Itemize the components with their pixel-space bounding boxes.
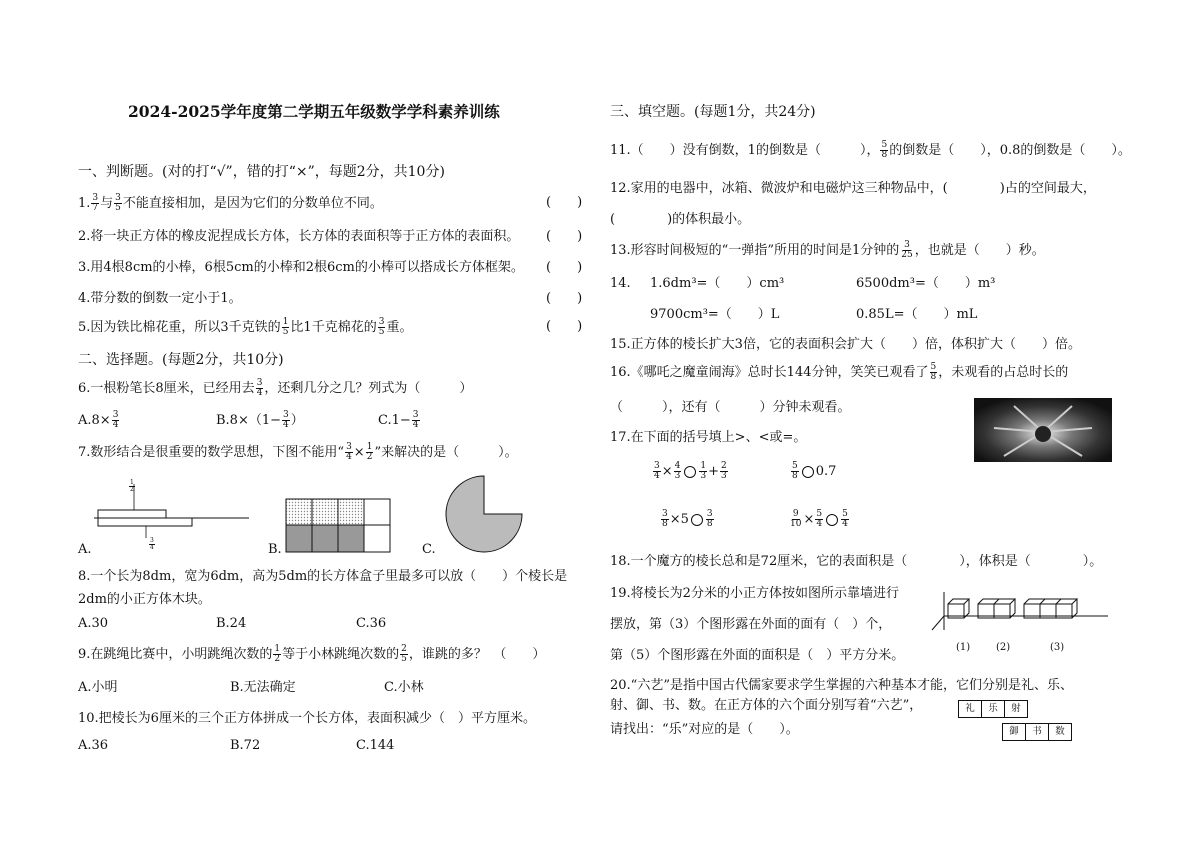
compare-circle[interactable] [802, 466, 814, 478]
question-8-line2: 2dm的小正方体木块。 [78, 592, 211, 607]
figure-7a-segment-diagram [94, 480, 254, 552]
option-10b[interactable]: B.72 [230, 738, 261, 753]
question-14d: 0.85L=（ ）mL [856, 307, 978, 322]
question-20-line1: 20.“六艺”是指中国古代儒家要求学生掌握的六种基本才能，它们分别是礼、乐、 [610, 678, 1073, 693]
figure-19-label-2: (2) [996, 642, 1011, 653]
figure-19-cubes [928, 590, 1110, 632]
question-6: 6.一根粉笔长8厘米，已经用去 $\frac{3}{4}$ ，还剩几分之几？列式为（ ） [78, 378, 473, 398]
question-19-line1: 19.将棱长为2分米的小正方体按如图所示靠墙进行 [610, 586, 899, 601]
compare-circle[interactable] [691, 514, 703, 526]
option-7c[interactable]: C. [422, 542, 436, 557]
question-19-line3: 第（5）个图形露在外面的面积是（ ）平方分米。 [610, 648, 905, 663]
net-face-2: 乐 [981, 700, 1005, 718]
question-15: 15.正方体的棱长扩大3倍，它的表面积会扩大（ ）倍，体积扩大（ ）倍。 [610, 337, 1081, 352]
option-6c[interactable]: C.1− $\frac{3}{4}$ [378, 410, 419, 430]
answer-paren-1[interactable]: ( ) [546, 195, 583, 210]
option-6b[interactable]: B.8×（1− $\frac{3}{4}$ ） [216, 410, 304, 430]
question-16-line2: （ ），还有（ ）分钟未观看。 [610, 400, 851, 415]
question-20-line3: 请找出：“乐”对应的是（ ）。 [610, 722, 799, 737]
option-7a[interactable]: A. [78, 542, 92, 557]
figure-7a-top-label: $\frac{1}{2}$ [130, 479, 134, 493]
option-6a[interactable]: A.8× $\frac{3}{4}$ [78, 410, 119, 430]
question-8-line1: 8.一个长为8dm，宽为6dm，高为5dm的长方体盒子里最多可以放（ ）个棱长是 [78, 569, 568, 584]
question-5: 5.因为铁比棉花重，所以3千克铁的 $\frac{1}{5}$ 比1千克棉花的 $\frac{3}{5}$ 重。 [78, 317, 413, 337]
question-13: 13.形容时间极短的“一弹指”所用的时间是1分钟的 $\frac{3}{25}$ ，也就是（ ）秒。 [610, 240, 1045, 260]
compare-17-1a: $\frac{3}{4}$ × $\frac{4}{3}$ $\frac{1}{3}$ + $\frac{2}{3}$ [654, 461, 727, 481]
figure-7b-grid [285, 498, 391, 554]
question-3: 3.用4根8cm的小棒，6根5cm的小棒和2根6cm的小棒可以搭成长方体框架。 [78, 260, 524, 275]
option-8b[interactable]: B.24 [216, 616, 247, 631]
section-2-heading: 二、选择题。(每题2分，共10分) [78, 352, 284, 368]
option-9a[interactable]: A.小明 [78, 680, 118, 695]
figure-7a-bottom-label: $\frac{3}{4}$ [150, 537, 154, 551]
question-2: 2.将一块正方体的橡皮泥捏成长方体，长方体的表面积等于正方体的表面积。 [78, 229, 520, 244]
figure-7c-circle [444, 474, 524, 554]
net-face-5: 书 [1025, 723, 1049, 741]
movie-poster-image [974, 398, 1112, 462]
cube-net-row-2 [1002, 723, 1071, 741]
net-face-6: 数 [1048, 723, 1072, 741]
option-10c[interactable]: C.144 [356, 738, 395, 753]
question-20-line2: 射、御、书、数。在正方体的六个面分别写着“六艺”， [610, 698, 923, 713]
option-10a[interactable]: A.36 [78, 738, 109, 753]
option-8a[interactable]: A.30 [78, 616, 109, 631]
answer-paren-3[interactable]: ( ) [546, 260, 583, 275]
net-face-4: 御 [1002, 723, 1026, 741]
answer-paren-5[interactable]: ( ) [546, 319, 583, 334]
answer-paren-2[interactable]: ( ) [546, 229, 583, 244]
cube-net-row-1 [958, 700, 1027, 718]
option-9c[interactable]: C.小林 [384, 680, 424, 695]
question-1: 1. $\frac{3}{7}$ 与 $\frac{3}{5}$ 不能直接相加，是因为它们的分数单位不同。 [78, 193, 383, 213]
compare-17-2b: $\frac{9}{10}$ × $\frac{5}{4}$ $\frac{5}{4}$ [790, 509, 848, 529]
compare-17-2a: $\frac{3}{8}$ ×5 $\frac{3}{8}$ [662, 509, 713, 529]
question-14b: 6500dm³=（ ）m³ [856, 276, 996, 291]
question-4: 4.带分数的倒数一定小于1。 [78, 291, 242, 306]
question-18: 18.一个魔方的棱长总和是72厘米，它的表面积是（ ），体积是（ ）。 [610, 554, 1103, 569]
section-1-heading: 一、判断题。(对的打“√”，错的打“×”，每题2分，共10分) [78, 164, 445, 180]
figure-19-label-1: (1) [956, 642, 971, 653]
question-9: 9.在跳绳比赛中，小明跳绳次数的 $\frac{1}{2}$ 等于小林跳绳次数的 $\frac{2}{5}$ ，谁跳的多？ （ ） [78, 644, 546, 664]
compare-17-1b: $\frac{5}{8}$ 0.7 [792, 461, 837, 481]
question-11: 11.（ ）没有倒数，1的倒数是（ ）， $\frac{5}{8}$ 的倒数是（ ），0.8的倒数是（ ）。 [610, 140, 1131, 160]
option-9b[interactable]: B.无法确定 [230, 680, 296, 695]
option-7b[interactable]: B. [268, 542, 282, 557]
question-10: 10.把棱长为6厘米的三个正方体拼成一个长方体，表面积减少（ ）平方厘米。 [78, 711, 536, 726]
net-face-1: 礼 [958, 700, 982, 718]
question-19-line2: 摆放，第（3）个图形露在外面的面有（ ）个， [610, 617, 892, 632]
compare-circle[interactable] [684, 466, 696, 478]
question-14-number: 14. [610, 276, 631, 291]
net-face-3: 射 [1004, 700, 1028, 718]
question-14a: 1.6dm³=（ ）cm³ [650, 276, 785, 291]
question-12-line2: ( )的体积最小。 [610, 212, 751, 227]
section-3-heading: 三、填空题。(每题1分，共24分) [610, 104, 816, 120]
question-14c: 9700cm³=（ ）L [650, 307, 780, 322]
question-7: 7.数形结合是很重要的数学思想，下图不能用“ $\frac{3}{4}$ × $\frac{1}{2}$ ”来解决的是（ ）。 [78, 442, 518, 462]
compare-circle[interactable] [826, 514, 838, 526]
figure-19-label-3: (3) [1050, 642, 1065, 653]
option-8c[interactable]: C.36 [356, 616, 387, 631]
question-16: 16.《哪吒之魔童闹海》总时长144分钟，笑笑已观看了 $\frac{5}{8}$ ，未观看的占总时长的 [610, 362, 1069, 382]
page-title: 2024-2025学年度第二学期五年级数学学科素养训练 [128, 102, 500, 121]
question-12-line1: 12.家用的电器中，冰箱、微波炉和电磁炉这三种物品中，( )占的空间最大， [610, 181, 1096, 196]
question-17: 17.在下面的括号填上>、<或=。 [610, 430, 807, 445]
answer-paren-4[interactable]: ( ) [546, 291, 583, 306]
